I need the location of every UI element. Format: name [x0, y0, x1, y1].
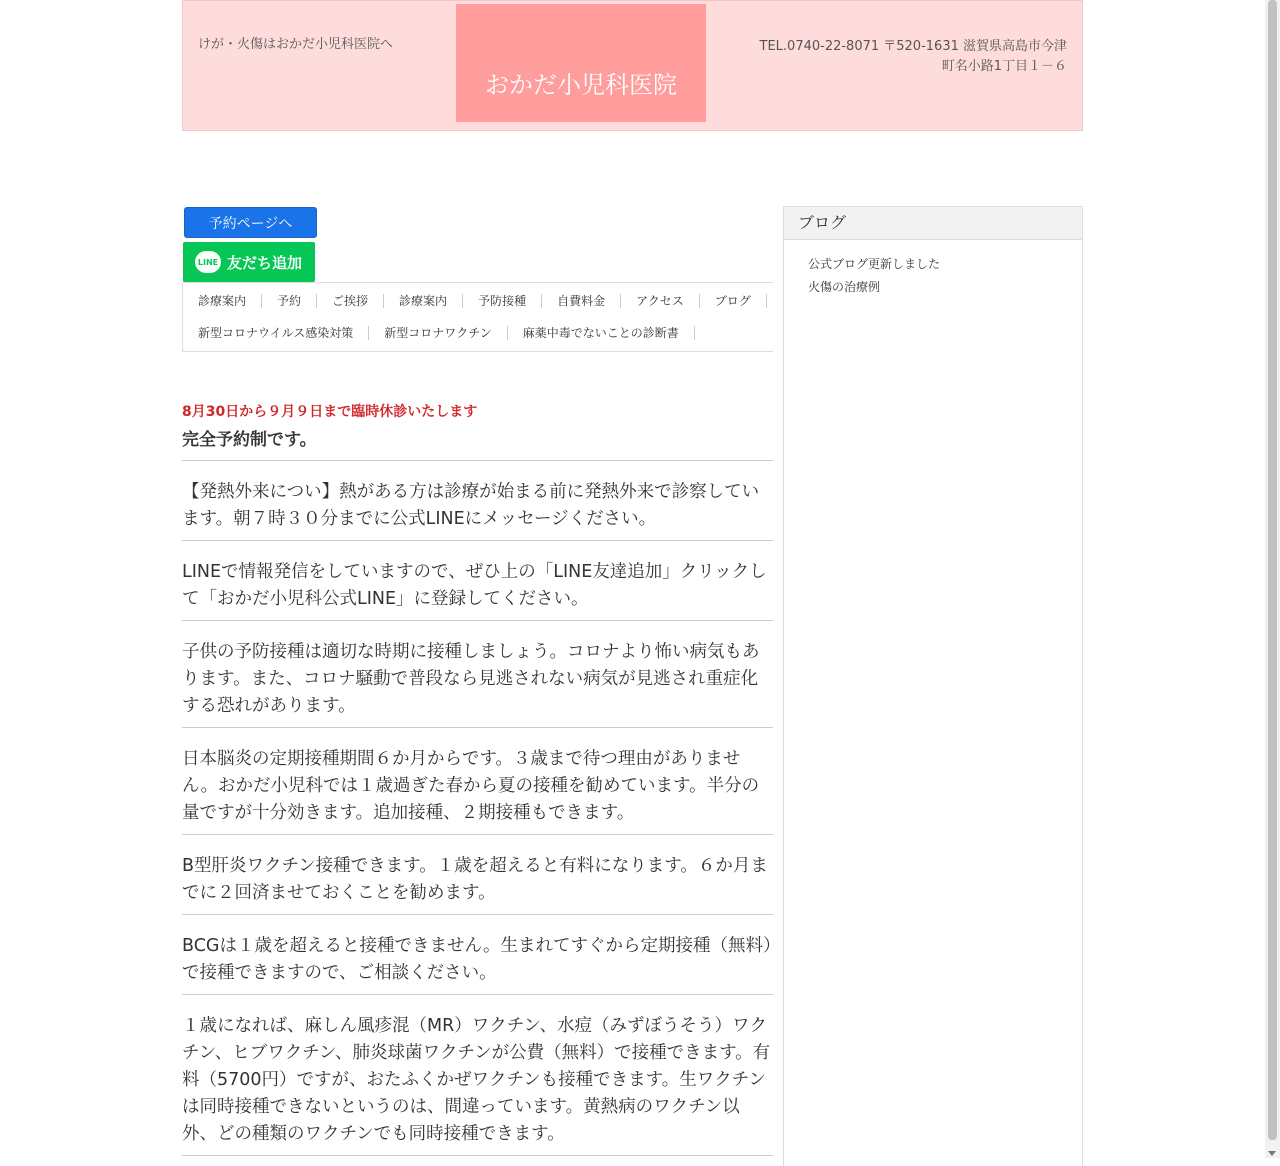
line-add-label: 友だち追加: [227, 253, 303, 272]
nav-item-corona-taisaku[interactable]: 新型コロナウイルス感染対策: [183, 326, 369, 340]
line-icon: LINE: [195, 251, 221, 273]
vertical-scrollbar[interactable]: [1265, 0, 1280, 1158]
site-header: [182, 0, 1083, 131]
contact-line-1: TEL.0740-22-8071 〒520-1631 滋賀県高島市今津: [759, 39, 1067, 54]
paragraph-fever: 【発熱外来につい】熱がある方は診療が始まる前に発熱外来で診察しています。朝７時３０分までに公式LINEにメッセージください。: [182, 461, 773, 541]
page-heading: 完全予約制です。: [182, 428, 773, 461]
scrollbar-thumb[interactable]: [1268, 0, 1277, 1140]
main-navigation: [182, 282, 773, 352]
paragraph-vaccination: 子供の予防接種は適切な時期に接種しましょう。コロナより怖い病気もあります。また、コロナ騒動で普段なら見逃されない病気が見逃され重症化する恐れがあります。: [182, 621, 773, 728]
reservation-button[interactable]: 予約ページへ: [184, 207, 317, 238]
line-add-friend-button[interactable]: [183, 242, 315, 282]
site-logo[interactable]: おかだ小児科医院: [456, 4, 706, 122]
nav-item-goaisatsu[interactable]: ご挨拶: [317, 294, 384, 308]
nav-item-blog[interactable]: ブログ: [700, 294, 767, 308]
nav-item-corona-vaccine[interactable]: 新型コロナワクチン: [369, 326, 507, 340]
nav-item-jihi[interactable]: 自費料金: [542, 294, 621, 308]
scroll-down-arrow-icon[interactable]: [1268, 1151, 1276, 1156]
paragraph-hepatitis-b: B型肝炎ワクチン接種できます。１歳を超えると有料になります。６か月までに２回済ませておくことを勧めます。: [182, 835, 773, 915]
main-content: [182, 402, 773, 1156]
paragraph-encephalitis: 日本脳炎の定期接種期間６か月からです。３歳まで待つ理由がありません。おかだ小児科では１歳過ぎた春から夏の接種を勧めています。半分の量ですが十分効きます。追加接種、２期接種もできます。: [182, 728, 773, 835]
closure-notice: 8月30日から９月９日まで臨時休診いたします: [182, 404, 478, 420]
blog-link[interactable]: 公式ブログ更新しました: [808, 257, 941, 271]
nav-item-yobosesshu[interactable]: 予防接種: [463, 294, 542, 308]
contact-info: [760, 37, 1067, 77]
nav-item-shinryo-2[interactable]: 診療案内: [384, 294, 463, 308]
blog-link[interactable]: 火傷の治療例: [808, 280, 881, 294]
paragraph-bcg: BCGは１歳を超えると接種できません。生まれてすぐから定期接種（無料）で接種できますので、ご相談ください。: [182, 915, 773, 995]
sidebar-title: ブログ: [784, 206, 1082, 240]
nav-item-yoyaku[interactable]: 予約: [262, 294, 317, 308]
nav-item-access[interactable]: アクセス: [621, 294, 700, 308]
paragraph-one-year: １歳になれば、麻しん風疹混（MR）ワクチン、水痘（みずぼうそう）ワクチン、ヒブワクチン、肺炎球菌ワクチンが公費（無料）で接種できます。有料（5700円）ですが、おたふくかぜワクチンも接種できます。生ワクチンは同時接種できないというのは、間違っています。黄熱病のワクチン以外、どの種類のワクチンでも同時接種できます。: [182, 995, 773, 1156]
site-tagline: けが・火傷はおかだ小児科医院へ: [198, 37, 394, 52]
nav-item-shinryo[interactable]: 診療案内: [183, 294, 262, 308]
nav-item-shindansho[interactable]: 麻薬中毒でないことの診断書: [508, 326, 695, 340]
sidebar: [783, 206, 1083, 1166]
nav-row-2: [183, 326, 695, 340]
paragraph-line: LINEで情報発信をしていますので、ぜひ上の「LINE友達追加」クリックして「おかだ小児科公式LINE」に登録してください。: [182, 541, 773, 621]
contact-line-2: 町名小路1丁目１－６: [941, 59, 1067, 74]
blog-list: [784, 240, 1082, 299]
nav-row-1: [183, 294, 767, 308]
